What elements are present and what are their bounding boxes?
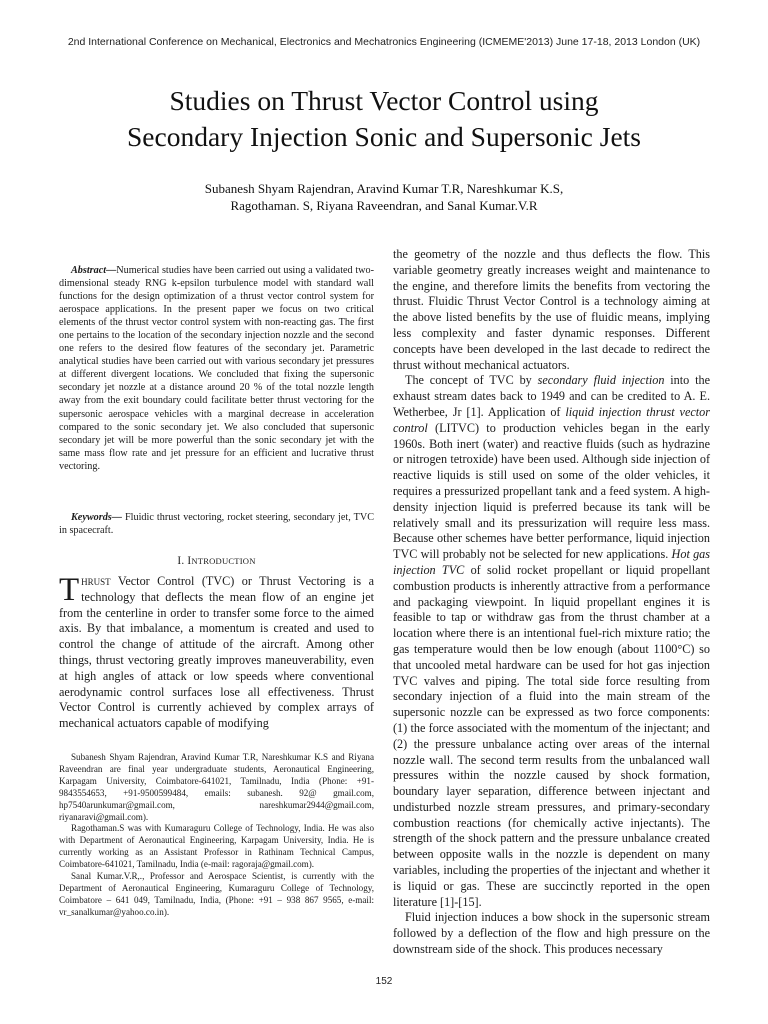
intro-first-word: hrust [81,574,111,588]
conference-header: 2nd International Conference on Mechanical, Electronics and Mechatronics Engineering (ICMEME'2013) June 17-18, 2013 London (UK) [67,36,701,48]
footnote-students: Subanesh Shyam Rajendran, Aravind Kumar T.R, Nareshkumar K.S and Riyana Raveendran are final year undergraduate students, Aeronautical Engineering, Karpagam University, Coimbatore-641021, Tamilnadu, India (Phone: +91-9843554653, +91-9500599484, emails: subanesh. 92@ gmail.com, hp7540arunkumar@gmail.com, nareshkumar2944@gmail.com, riyanaravi@gmail.com). [59,752,374,822]
p2-text-c: (LITVC) to production vehicles began in the early 1960s. Both inert (water) and reactive fluids (such as hydrazine or nitrogen tetroxide) have been used. Although side injection of reactive liquids is still used on some of the older vehicles, it requires a pressurized propellant tank and a feed system. A high-density injection liquid is preferred because its tank will be relatively small and its pressurization will require less mass. Because other schemes have better performance, liquid injection TVC will probably not be selected for new applications. [393,420,710,562]
title-line-2: Secondary Injection Sonic and Supersonic Jets [127,121,641,152]
abstract [59,264,374,473]
section-heading-smallcaps: NTRODUCTION [191,556,256,566]
keywords-label: Keywords— [71,512,122,523]
p2-text-d: of solid rocket propellant or liquid propellant combustion products is inherently attractive from a performance and packaging viewpoint. In liquid propellant engines it is feasible to tap or withdraw gas from the thrust chamber at a location where there is an intentional fuel-rich mixture ratio; the gas temperature would then be low enough (about 1100°C) so that uncooled metal hardware can be used for hot gas injection TVC valves and piping. The total side force resulting from secondary injection of a fluid into the main stream of the supersonic nozzle can be expressed as two force components: (1) the force associated with the momentum of the injectant; and (2) the pressure unbalance acting over areas of the internal nozzle wall. The second term results from the unbalanced wall pressures within the nozzle caused by shock formation, boundary layer separation, difference between injectant and undisturbed nozzle stream pressures, and primary-secondary combustion reactions (for chemically active injectants). The strength of the shock pattern and the pressure unbalance created between opposite walls in the nozzle is dependent on many variables, including the properties of the injectant and whether it is liquid or gas. These are succinctly reported in the open literature [1]-[15]. [393,562,710,909]
author-list [90,180,678,214]
keywords-text: Fluidic thrust vectoring, rocket steering, secondary jet, TVC in spacecraft. [59,512,374,537]
body-paragraph-2 [393,373,710,910]
footnote-ragothaman: Ragothaman.S was with Kumaraguru College of Technology, India. He was also with Department of Aeronautical Engineering, Karpagam University, India. He is currently working as an Assistant Professor in Rathinam Technical Campus, Coimbatore-641021, Tamilnadu, India (e-mail: ragoraja@gmail.com). [59,823,374,870]
abstract-label: Abstract— [71,265,117,276]
p2-text-b: into the exhaust stream dates back to 1949 and can be credited to A. E. Wetherbee, Jr [1]. Application of [393,373,710,419]
body-paragraph-1: the geometry of the nozzle and thus deflects the flow. This variable geometry greatly increases weight and maintenance to the engine, and therefore limits the benefits from vectoring the thrust. Fluidic Thrust Vector Control is a technology aiming at the above listed benefits by the use of fluidic means, implying less complexity and faster dynamic responses. Different concepts have been developed in the last decade to redirect the thrust without mechanical actuators. [393,247,710,372]
author-footnotes [59,752,374,919]
paper-title [60,83,708,155]
keywords [59,511,374,537]
p2-emphasis-hot-gas: Hot gas injection TVC [393,547,710,577]
body-paragraph-3: Fluid injection induces a bow shock in the supersonic stream followed by a deflection of the flow and high pressure on the downstream side of the shock. This produces necessary [393,910,710,957]
p2-text-a: The concept of TVC by [405,373,538,388]
intro-text: Vector Control (TVC) or Thrust Vectoring is a technology that deflects the mean flow of an engine jet from the centerline in order to transfer some force to the aimed axis. By that imbalance, a momentum is created and used to control the change of attitude of the aircraft. Among other things, thrust vectoring greatly improves maneuverability, even at high angles of attack or low speeds where conventional aerodynamic control surfaces lose all effectiveness. Thrust Vector Control is currently achieved by complex arrays of mechanical actuators capable of modifying [59,574,374,731]
introduction-paragraph [59,574,374,732]
authors-line-1: Subanesh Shyam Rajendran, Aravind Kumar T.R, Nareshkumar K.S, [204,181,564,196]
page-number: 152 [375,976,393,987]
authors-line-2: Ragothaman. S, Riyana Raveendran, and Sanal Kumar.V.R [230,198,538,213]
title-line-1: Studies on Thrust Vector Control using [169,85,599,116]
right-column-body [393,247,710,958]
abstract-text: Numerical studies have been carried out using a validated two-dimensional steady RNG k-epsilon turbulence model with standard wall functions for the design optimization of a thrust vector control system for aerospace applications. In the present paper we focus on two critical elements of the thrust vector control system with non-reacting gas. The first one pertains to the location of the secondary injection nozzle and the second one refers to the desired flow features of the secondary jet. Parametric analytical studies have been carried out with various secondary jet pressures at different divergent locations. We concluded that fixing the supersonic secondary jet nozzle at a distance around 20 % of the total nozzle length away from the exit boundary could facilitate better thrust vectoring for the supersonic aerospace vehicles with a marginal decrease in acceleration compared to the sonic secondary jet. We also concluded that supersonic secondary jet will be more powerful than the sonic secondary jet with the same mass flow rate and jet pressure for an efficient and lucrative thrust vectoring. [59,265,374,472]
footnote-sanal-kumar: Sanal Kumar.V.R,., Professor and Aerospace Scientist, is currently with the Department of Aeronautical Engineering, Kumaraguru College of Technology, Coimbatore – 641 049, Tamilnadu, India, (Phone: +91 – 938 867 9565, e-mail: vr_sanalkumar@yahoo.co.in). [59,871,374,917]
drop-cap: T [59,572,80,608]
section-numeral: I. I [177,555,192,567]
p2-emphasis-litvc: liquid injection thrust vector control [393,404,710,435]
p2-emphasis-secondary-fluid-injection: secondary fluid injection [537,373,665,388]
section-heading-introduction [59,555,374,567]
